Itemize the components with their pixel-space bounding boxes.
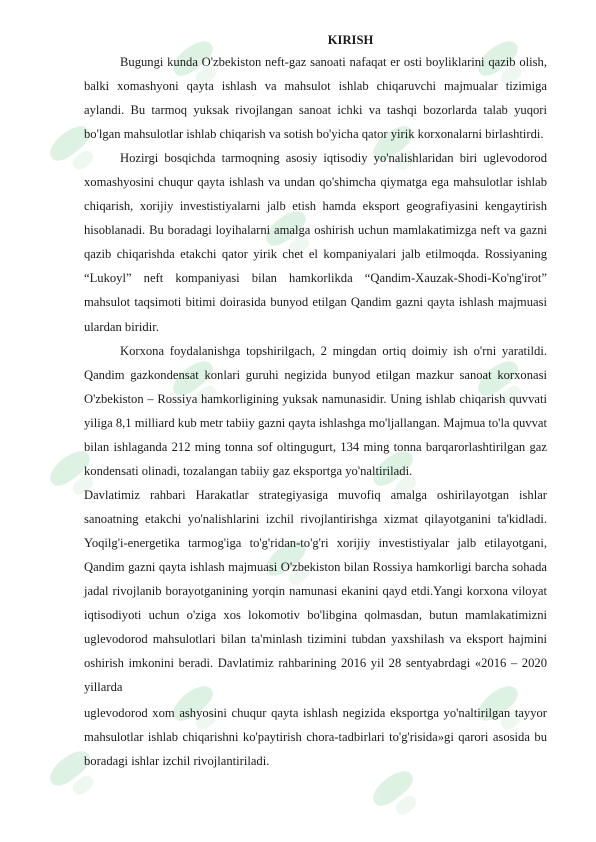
document-body	[84, 30, 547, 773]
paragraph-resolution: uglevodorod xom ashyosini chuqur qayta ishlash negizida eksportga yo'naltirilgan tayyor mahsulotlar ishlab chiqarishni ko'paytirish chora-tadbirlari to'g'risida»gi qarori asosida bu boradagi ishlar izchil rivojlantiriladi.	[84, 706, 547, 769]
leaf-watermark-icon	[368, 765, 429, 825]
paragraph-president: Davlatimiz rahbari Harakatlar strategiyasiga muvofiq amalga oshirilayotgan ishlar sanoatning etakchi yo'nalishlarini izchil rivojlantirishga xizmat qilayotganini ta'kidladi. Yoqilg'i-energetika tarmog'iga to'g'ridan-to'g'ri xorijiy investistiyalar jalb etilayotgani, Qandim gazni qayta ishlash majmuasi O'zbekiston bilan Rossiya hamkorligi barcha sohada jadal rivojlanib borayotganining yorqin namunasi ekanini qayd etdi.Yangi korxona viloyat iqtisodiyoti uchun o'ziga xos lokomotiv bo'libgina qolmasdan, butun mamlakatimizni uglevodorod mahsulotlari bilan ta'minlash tizimini tubdan yaxshilash va eksport hajmini oshirish imkonini beradi. Davlatimiz rahbarining 2016 yil 28 sentyabrdagi «2016 – 2020 yillarda	[84, 487, 547, 695]
page-title: KIRISH	[327, 33, 374, 47]
paragraph-intro: Bugungi kunda O'zbekiston neft-gaz sanoati nafaqat er osti boyliklarini qazib olish, balki xomashyoni qayta ishlash va mahsulot ishlab chiqaruvchi majmualar tizimiga aylandi. Bu tarmoq yuksak rivojlangan sanoat ichki va tashqi bozorlarda talab yuqori bo'lgan mahsulotlar ishlab chiqarish va sotish bo'yicha qator yirik korxonalarni birlashtirdi.	[84, 55, 547, 142]
paragraph-enterprise: Korxona foydalanishga topshirilgach, 2 mingdan ortiq doimiy ish o'rni yaratildi. Qandim gazkondensat konlari guruhi negizida bunyod etilgan mazkur sanoat korxonasi O'zbekiston – Rossiya hamkorligining yuksak namunasidir. Uning ishlab chiqarish quvvati yiliga 8,1 milliard kub metr tabiiy gazni qayta ishlashga mo'ljallangan. Majmua to'la quvvat bilan ishlaganda 212 ming tonna sof oltingugurt, 134 ming tonna barqarorlashtirilgan gaz kondensati olinadi, tozalangan tabiiy gaz eksportga yo'naltiriladi.	[84, 343, 547, 478]
paragraph-current-stage: Hozirgi bosqichda tarmoqning asosiy iqtisodiy yo'nalishlaridan biri uglevodorod xomashyosini chuqur qayta ishlash va undan qo'shimcha qiymatga ega mahsulotlar ishlab chiqarish, xorijiy investistiyalarni jalb etish hamda eksport geografiyasini kengaytirish hisoblanadi. Bu boradagi loyihalarni amalga oshirish uchun mamlakatimizga neft va gazni qazib chiqarishda etakchi qator yirik chet el kompaniyalari jalb etilmoqda. Rossiyaning “Lukoyl” neft kompaniyasi bilan hamkorlikda “Qandim-Xauzak-Shodi-Ko'ng'irot” mahsulot taqsimoti bitimi doirasida bunyod etilgan Qandim gazni qayta ishlash majmuasi ulardan biridir.	[84, 151, 547, 334]
